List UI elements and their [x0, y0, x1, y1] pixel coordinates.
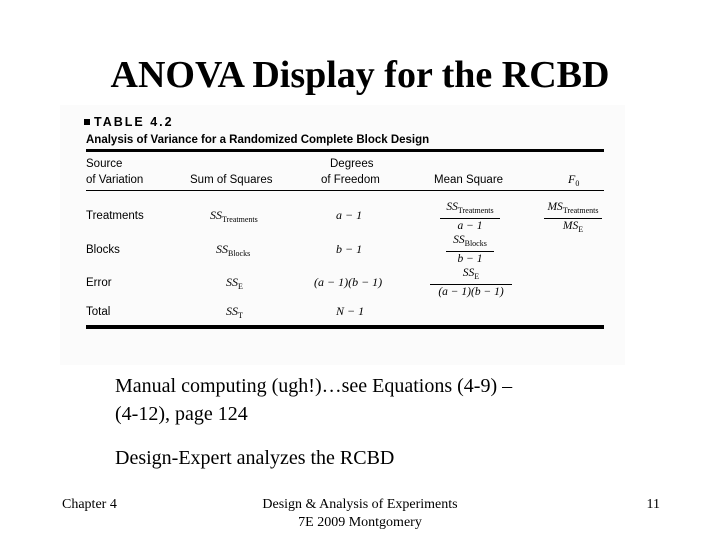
row-ms-blocks: $SS_{Blocks}$ b − 1 [446, 234, 494, 266]
header-sum-of-squares: Sum of Squares [190, 174, 273, 186]
row-f0-treatments: $MS_{Treatments}$ $MS_E$ [544, 201, 602, 236]
row-source-blocks: Blocks [86, 244, 120, 256]
row-ss-treatments: $SS_{Treatments}$ [210, 208, 258, 224]
footer-course-line1: Design & Analysis of Experiments [262, 497, 458, 512]
table-caption: Analysis of Variance for a Randomized Complete Block Design [86, 134, 430, 146]
footer-chapter: Chapter 4 [62, 497, 117, 512]
row-df-blocks: b − 1 [336, 242, 363, 256]
row-source-error: Error [86, 277, 112, 289]
row-source-total: Total [86, 306, 111, 318]
footer-page-number: 11 [646, 497, 660, 512]
table-bullet-icon [84, 119, 90, 125]
row-ss-error: $SS_E$ [226, 275, 243, 291]
header-df-line1: Degrees [330, 158, 374, 170]
footer-course [210, 496, 510, 532]
body-line-3: Design-Expert analyzes the RCBD [115, 447, 395, 469]
footer-course-line2: 7E 2009 Montgomery [298, 515, 422, 530]
table-label: TABLE 4.2 [94, 115, 174, 129]
anova-table [60, 105, 625, 365]
table-top-rule [86, 149, 604, 152]
header-df-line2: of Freedom [321, 174, 380, 186]
row-df-error: (a − 1)(b − 1) [314, 275, 383, 289]
row-ms-error: $SS_E$ (a − 1)(b − 1) [430, 267, 512, 299]
body-line-2: (4-12), page 124 [115, 403, 248, 425]
slide-title: ANOVA Display for the RCBD [110, 54, 610, 96]
row-df-total: N − 1 [336, 304, 365, 318]
table-header-rule [86, 190, 604, 191]
header-f0: $F_0$ [568, 172, 580, 188]
table-bottom-rule [86, 325, 604, 329]
body-line-1: Manual computing (ugh!)…see Equations (4-9) – [115, 375, 513, 397]
row-ss-blocks: $SS_{Blocks}$ [216, 242, 251, 258]
row-ms-treatments: $SS_{Treatments}$ a − 1 [440, 201, 500, 233]
row-ss-total: $SS_T$ [226, 304, 243, 320]
header-mean-square: Mean Square [434, 174, 504, 186]
row-df-treatments: a − 1 [336, 208, 363, 222]
row-source-treatments: Treatments [86, 210, 144, 222]
header-source-line2: of Variation [86, 174, 144, 186]
header-source-line1: Source [86, 158, 123, 170]
